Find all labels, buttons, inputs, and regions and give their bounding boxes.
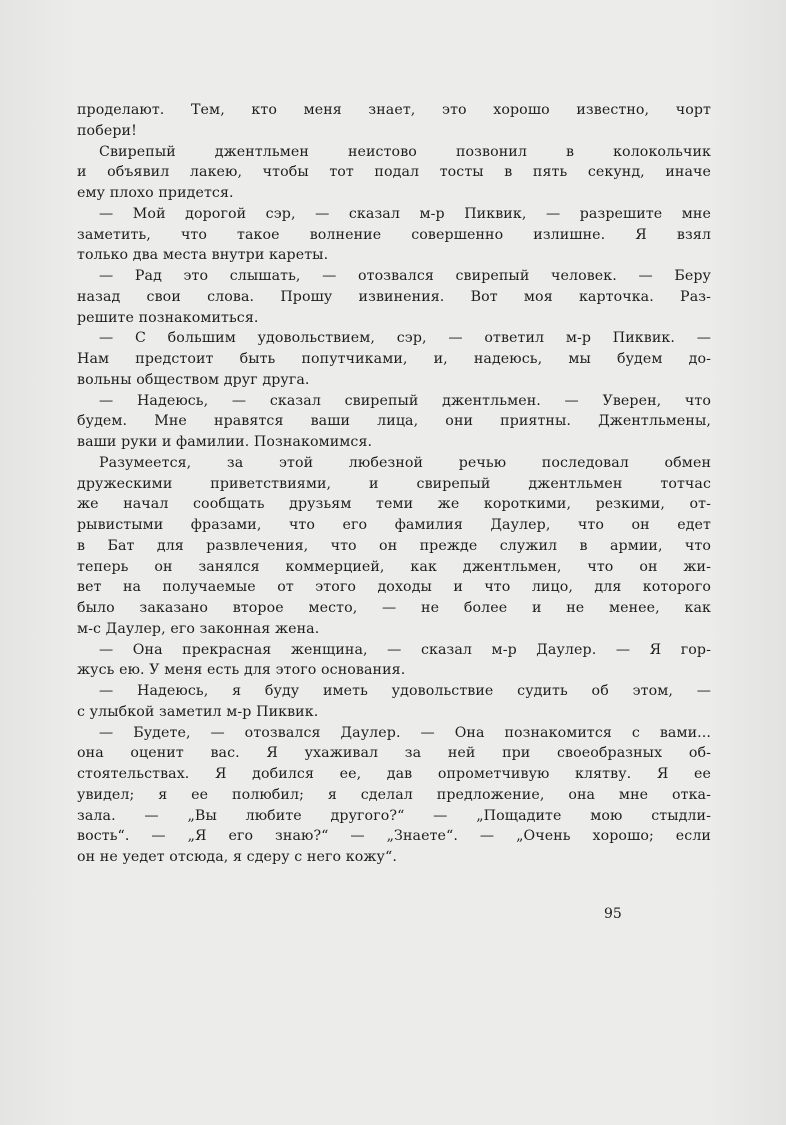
text-line: будем. Мне нравятся ваши лица, они приятны. Джентльмены, [77, 413, 711, 430]
text-line: теперь он занялся коммерцией, как джентльмен, что он жи- [77, 558, 711, 575]
text-line: увидел; я ее полюбил; я сделал предложение, она мне отка- [77, 786, 711, 803]
text-line: она оценит вас. Я ухаживал за ней при своеобразных об- [77, 745, 711, 762]
text-line: только два места внутри кареты. [77, 247, 329, 264]
text-line: — Будете, — отозвался Даулер. — Она познакомится с вами... [99, 724, 711, 741]
text-line: вет на получаемые от этого доходы и что лицо, для которого [77, 579, 711, 596]
page-number: 95 [604, 906, 622, 922]
text-line: было заказано второе место, — не более и не менее, как [77, 600, 711, 616]
text-line: жусь ею. У меня есть для этого основания. [77, 662, 406, 679]
text-line: он не уедет отсюда, я сдеру с него кожу“. [77, 849, 397, 865]
text-line: вость“. — „Я его знаю?“ — „Знаете“. — „Очень хорошо; если [77, 828, 711, 845]
text-line: проделают. Тем, кто меня знает, это хорошо известно, чорт [77, 102, 711, 118]
text-line: назад свои слова. Прошу извинения. Вот моя карточка. Раз- [77, 288, 711, 305]
body-text [77, 100, 711, 868]
text-line: — Мой дорогой сэр, — сказал м-р Пиквик, — разрешите мне [99, 205, 711, 222]
text-line: рывистыми фразами, что его фамилия Даулер, что он едет [77, 517, 711, 533]
text-line: и объявил лакею, чтобы тот подал тосты в пять секунд, иначе [77, 164, 711, 181]
text-line: стоятельствах. Я добился ее, дав опрометчивую клятву. Я ее [77, 766, 711, 782]
text-line: ваши руки и фамилии. Познакомимся. [77, 434, 373, 450]
text-line: решите познакомиться. [77, 309, 259, 326]
text-line: с улыбкой заметил м-р Пиквик. [77, 703, 319, 720]
text-line: — Рад это слышать, — отозвался свирепый человек. — Беру [99, 268, 711, 284]
text-line: — С большим удовольствием, сэр, — ответил м-р Пиквик. — [99, 330, 711, 347]
text-line: Нам предстоит быть попутчиками, и, надеюсь, мы будем до- [77, 351, 711, 367]
text-line: м-с Даулер, его законная жена. [77, 620, 320, 637]
text-line: — Надеюсь, — сказал свирепый джентльмен. — Уверен, что [99, 392, 711, 409]
text-line: вольны обществом друг друга. [77, 371, 310, 388]
text-line: заметить, что такое волнение совершенно излишне. Я взял [77, 226, 711, 243]
text-line: же начал сообщать друзьям теми же короткими, резкими, от- [77, 496, 711, 513]
text-line: зала. — „Вы любите другого?“ — „Пощадите мою стыдли- [77, 807, 711, 824]
text-line: дружескими приветствиями, и свирепый джентльмен тотчас [77, 475, 711, 492]
text-line: — Надеюсь, я буду иметь удовольствие судить об этом, — [99, 683, 711, 699]
text-line: ему плохо придется. [77, 185, 234, 201]
text-line: в Бат для развлечения, что он прежде служил в армии, что [77, 537, 711, 554]
text-line: побери! [77, 122, 137, 139]
text-line: Разумеется, за этой любезной речью последовал обмен [99, 454, 711, 471]
text-line: Свирепый джентльмен неистово позвонил в колокольчик [99, 143, 711, 160]
text-line: — Она прекрасная женщина, — сказал м-р Даулер. — Я гор- [99, 641, 711, 658]
